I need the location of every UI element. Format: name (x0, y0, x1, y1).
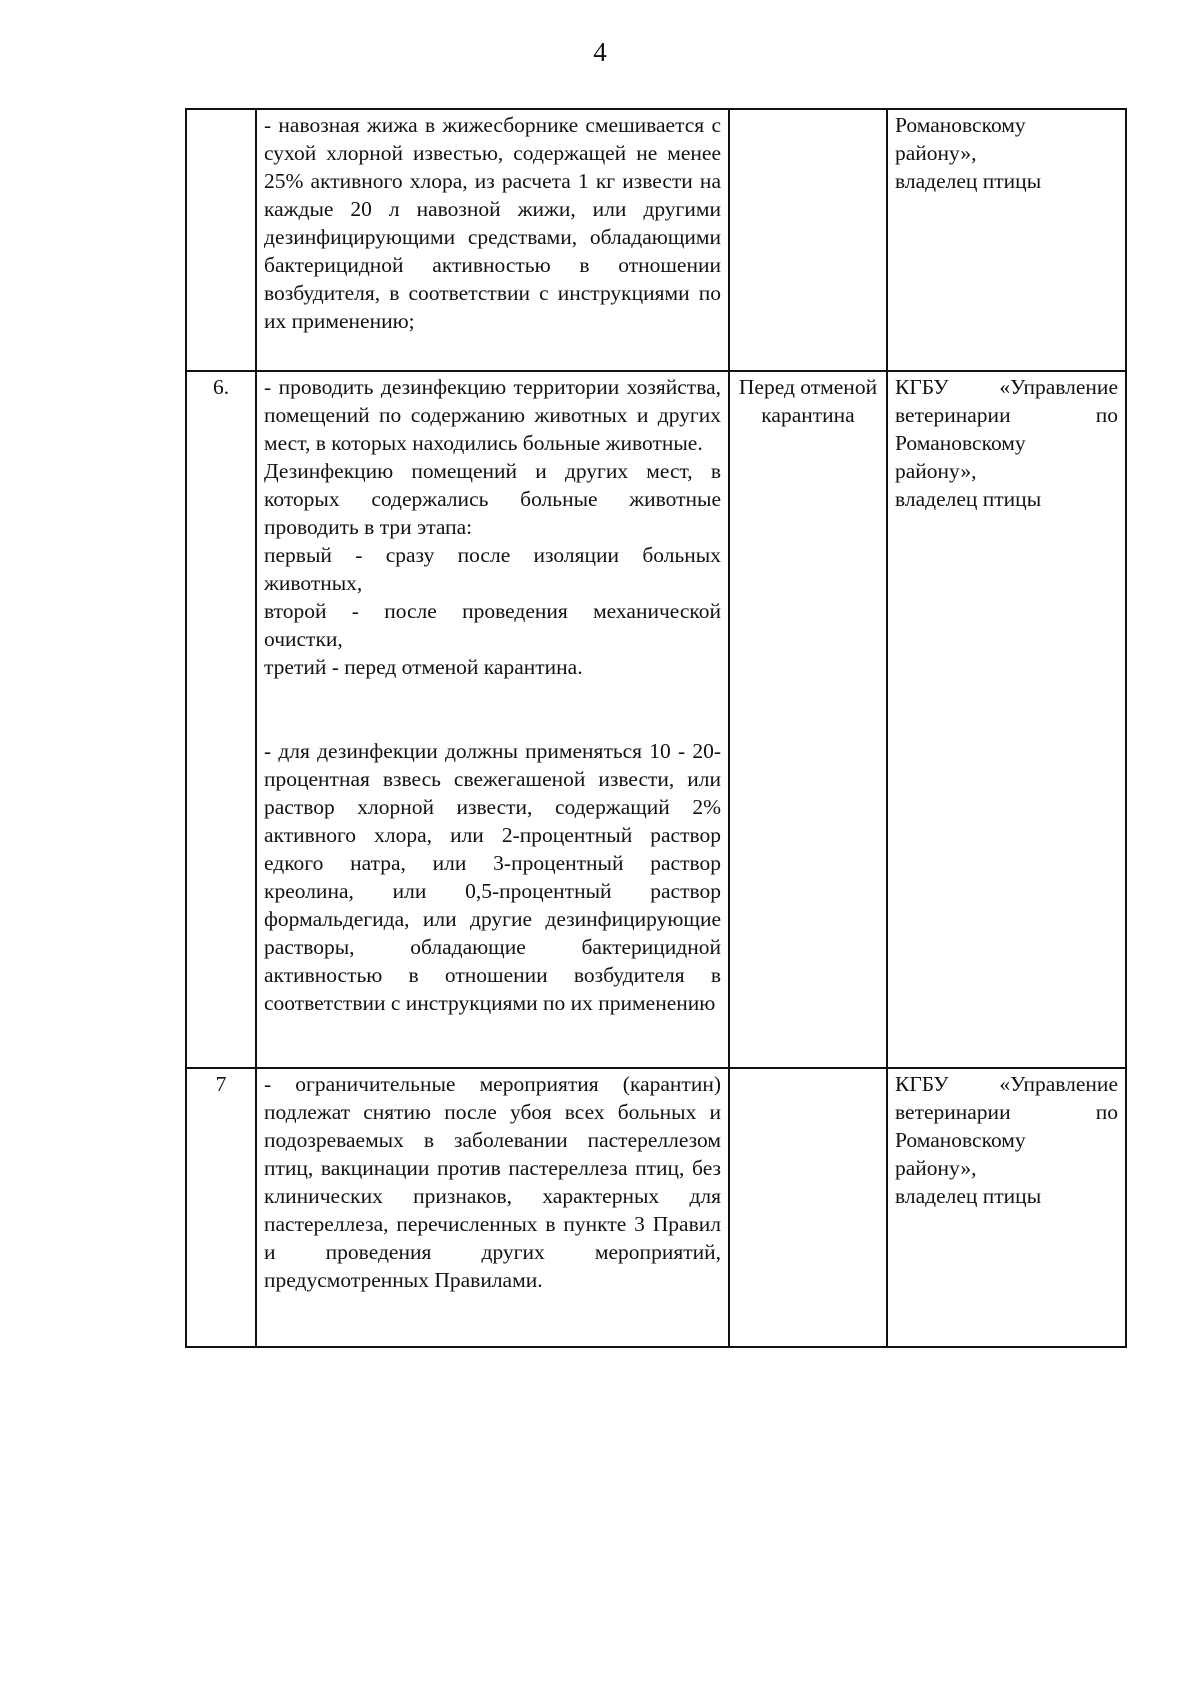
responsible-cell (887, 1068, 1126, 1347)
measures-table (185, 108, 1127, 1348)
responsible-line: Романовскому (895, 1128, 1026, 1152)
responsible-line: Романовскому (895, 431, 1026, 455)
row-number-cell: 7 (186, 1068, 256, 1347)
table-row (186, 109, 1126, 371)
responsible-line: Романовскому (895, 113, 1026, 137)
row-number-cell: 6. (186, 371, 256, 1068)
measure-cell (256, 109, 729, 371)
measure-cell (256, 1068, 729, 1347)
page-number: 4 (593, 37, 607, 67)
term-cell: Перед отменой карантина (729, 371, 887, 1068)
responsible-cell (887, 371, 1126, 1068)
responsible-org: КГБУ «Управление ветеринарии по (895, 375, 1118, 427)
measure-text: второй - после проведения механической очистки, (264, 599, 721, 651)
table-row (186, 1068, 1126, 1347)
responsible-org: КГБУ «Управление ветеринарии по (895, 1072, 1118, 1124)
measure-text: Дезинфекцию помещений и других мест, в которых содержались больные животные проводить в три этапа: (264, 459, 721, 539)
measure-text: - для дезинфекции должны применяться 10 - 20-процентная взвесь свежегашеной извести, или раствор хлорной извести, содержащий 2% активного хлора, или 2-процентный раствор едкого натра, или 3-процентный раствор креолина, или 0,5-процентный раствор формальдегида, или другие дезинфицирующие растворы, обладающие бактерицидной активностью в отношении возбудителя в соответствии с инструкциями по их применению (264, 739, 721, 1015)
measure-text: - ограничительные мероприятия (карантин) подлежат снятию после убоя всех больных и подозреваемых в заболевании пастереллезом птиц, вакцинации против пастереллеза птиц, без клинических признаков, характерных для пастереллеза, перечисленных в пункте 3 Правил и проведения других мероприятий, предусмотренных Правилами. (264, 1072, 721, 1292)
measure-text: первый - сразу после изоляции больных животных, (264, 543, 721, 595)
term-cell (729, 109, 887, 371)
measure-text: третий - перед отменой карантина. (264, 655, 583, 679)
measure-cell (256, 371, 729, 1068)
measure-text: - навозная жижа в жижесборнике смешивается с сухой хлорной известью, содержащей не менее 25% активного хлора, из расчета 1 кг извести на каждые 20 л навозной жижи, или другими дезинфицирующими средствами, обладающими бактерицидной активностью в отношении возбудителя, в соответствии с инструкциями по их применению; (264, 113, 721, 333)
measure-text: - проводить дезинфекцию территории хозяйства, помещений по содержанию животных и других мест, в которых находились больные животные. (264, 375, 721, 455)
table-row (186, 371, 1126, 1068)
responsible-line: району», (895, 141, 977, 165)
responsible-line: владелец птицы (895, 1184, 1042, 1208)
term-cell (729, 1068, 887, 1347)
responsible-cell (887, 109, 1126, 371)
row-number-cell (186, 109, 256, 371)
responsible-line: владелец птицы (895, 487, 1042, 511)
responsible-line: владелец птицы (895, 169, 1042, 193)
responsible-line: району», (895, 1156, 977, 1180)
responsible-line: району», (895, 459, 977, 483)
